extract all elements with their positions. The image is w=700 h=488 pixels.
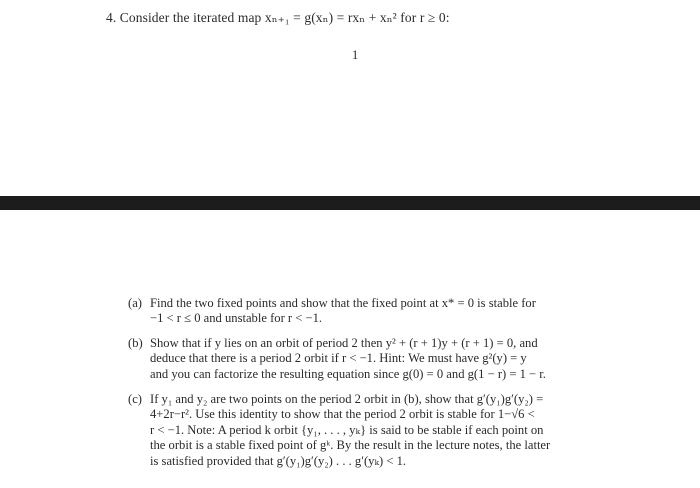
part-line: If y₁ and y₂ are two points on the period 2 orbit in (b), show that g′(y₁)g′(y₂) = [150, 392, 544, 406]
part-line: and you can factorize the resulting equation since g(0) = 0 and g(1 − r) = 1 − r. [150, 366, 546, 381]
part-line: is satisfied provided that g′(y₁)g′(y₂) . . . g′(yₖ) < 1. [150, 453, 407, 468]
part-c [128, 392, 638, 469]
part-line: deduce that there is a period 2 orbit if r < −1. Hint: We must have g²(y) = y [150, 351, 527, 366]
part-line: r < −1. Note: A period k orbit {y₁, . . . , yₖ} is said to be stable if each point on [150, 422, 544, 437]
part-a [128, 296, 638, 327]
page-divider [0, 196, 700, 210]
part-line: 4+2r−r². Use this identity to show that the period 2 orbit is stable for 1−√6 < [150, 407, 535, 422]
part-b [128, 336, 638, 382]
part-label: (c) [128, 392, 142, 406]
question-heading: 4. Consider the iterated map xₙ₊₁ = g(xₙ) = rxₙ + xₙ² for r ≥ 0: [106, 10, 450, 25]
part-line: Find the two fixed points and show that the fixed point at x* = 0 is stable for [150, 296, 536, 310]
part-line: −1 < r ≤ 0 and unstable for r < −1. [150, 311, 323, 326]
part-line: Show that if y lies on an orbit of period 2 then y² + (r + 1)y + (r + 1) = 0, and [150, 336, 538, 350]
page-top [0, 0, 700, 196]
page-number: 1 [352, 48, 359, 62]
part-line: the orbit is a stable fixed point of gᵏ. By the result in the lecture notes, the latter [150, 438, 551, 453]
part-label: (b) [128, 336, 143, 350]
part-label: (a) [128, 296, 142, 310]
